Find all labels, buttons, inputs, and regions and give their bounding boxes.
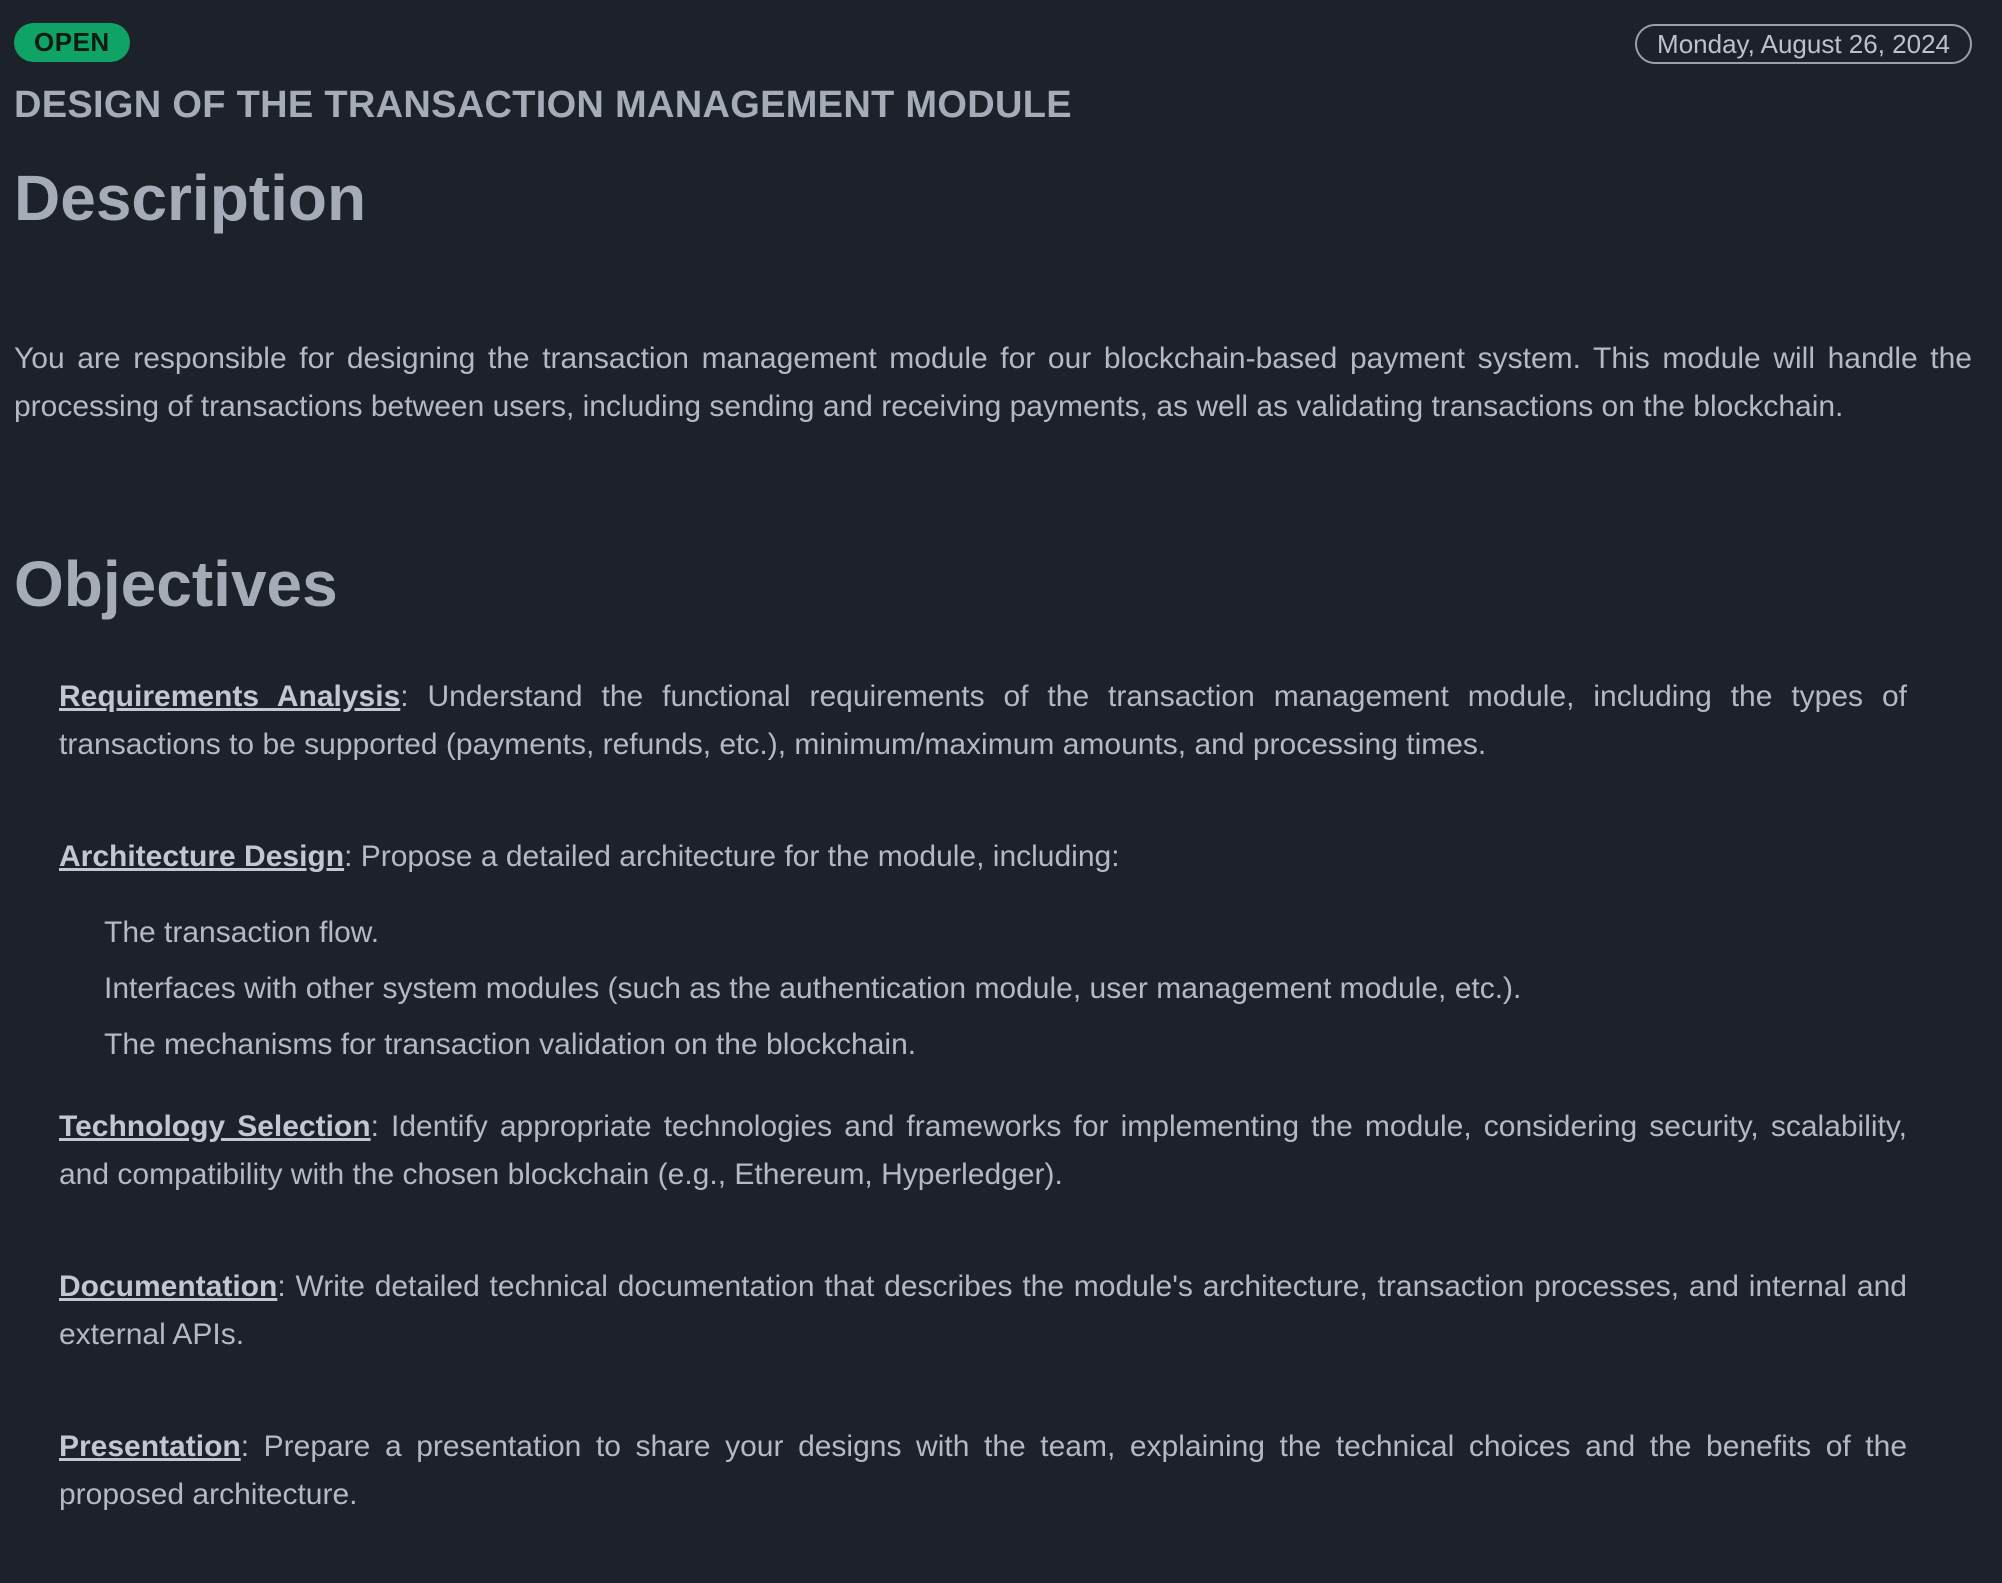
objective-text: : Write detailed technical documentation that describes the module's architecture, transaction processes, and internal and external APIs. <box>59 1270 1907 1351</box>
objective-item <box>59 1423 1907 1519</box>
task-page <box>14 0 1972 1583</box>
objective-title-architecture-design[interactable]: Architecture Design <box>59 840 345 873</box>
task-title: DESIGN OF THE TRANSACTION MANAGEMENT MODULE <box>14 84 1072 126</box>
objective-item <box>59 833 1907 1073</box>
description-heading: Description <box>14 162 367 234</box>
objective-text: : Prepare a presentation to share your designs with the team, explaining the technical choices and the benefits of the proposed architecture. <box>59 1430 1907 1511</box>
description-text: You are responsible for designing the transaction management module for our blockchain-based payment system. This module will handle the processing of transactions between users, including sending and receiving payments, as well as validating transactions on the blockchain. <box>14 342 1972 423</box>
subitem: The transaction flow. <box>104 916 380 949</box>
top-bar <box>14 0 1972 80</box>
objectives-heading: Objectives <box>14 548 338 620</box>
objective-title-technology-selection[interactable]: Technology Selection <box>59 1110 371 1143</box>
objective-text: : Propose a detailed architecture for the module, including: <box>344 840 1120 873</box>
objective-item <box>59 673 1907 769</box>
objective-title-documentation[interactable]: Documentation <box>59 1270 278 1303</box>
objective-item <box>59 1263 1907 1359</box>
date-badge: Monday, August 26, 2024 <box>1635 24 1972 64</box>
objective-title-requirements-analysis[interactable]: Requirements Analysis <box>59 680 401 713</box>
objective-item <box>59 1103 1907 1199</box>
objective-text: : Understand the functional requirements of the transaction management module, including the types of transactions to be supported (payments, refunds, etc.), minimum/maximum amounts, and processing times. <box>59 680 1907 761</box>
objectives-list <box>14 673 1907 1519</box>
subitem: Interfaces with other system modules (such as the authentication module, user management module, etc.). <box>104 972 1522 1005</box>
status-badge[interactable]: OPEN <box>14 23 130 62</box>
objective-title-presentation[interactable]: Presentation <box>59 1430 241 1463</box>
architecture-subitems <box>59 905 1907 1073</box>
subitem: The mechanisms for transaction validation on the blockchain. <box>104 1028 917 1061</box>
objective-text: : Identify appropriate technologies and frameworks for implementing the module, considering security, scalability, and compatibility with the chosen blockchain (e.g., Ethereum, Hyperledger). <box>59 1110 1907 1191</box>
